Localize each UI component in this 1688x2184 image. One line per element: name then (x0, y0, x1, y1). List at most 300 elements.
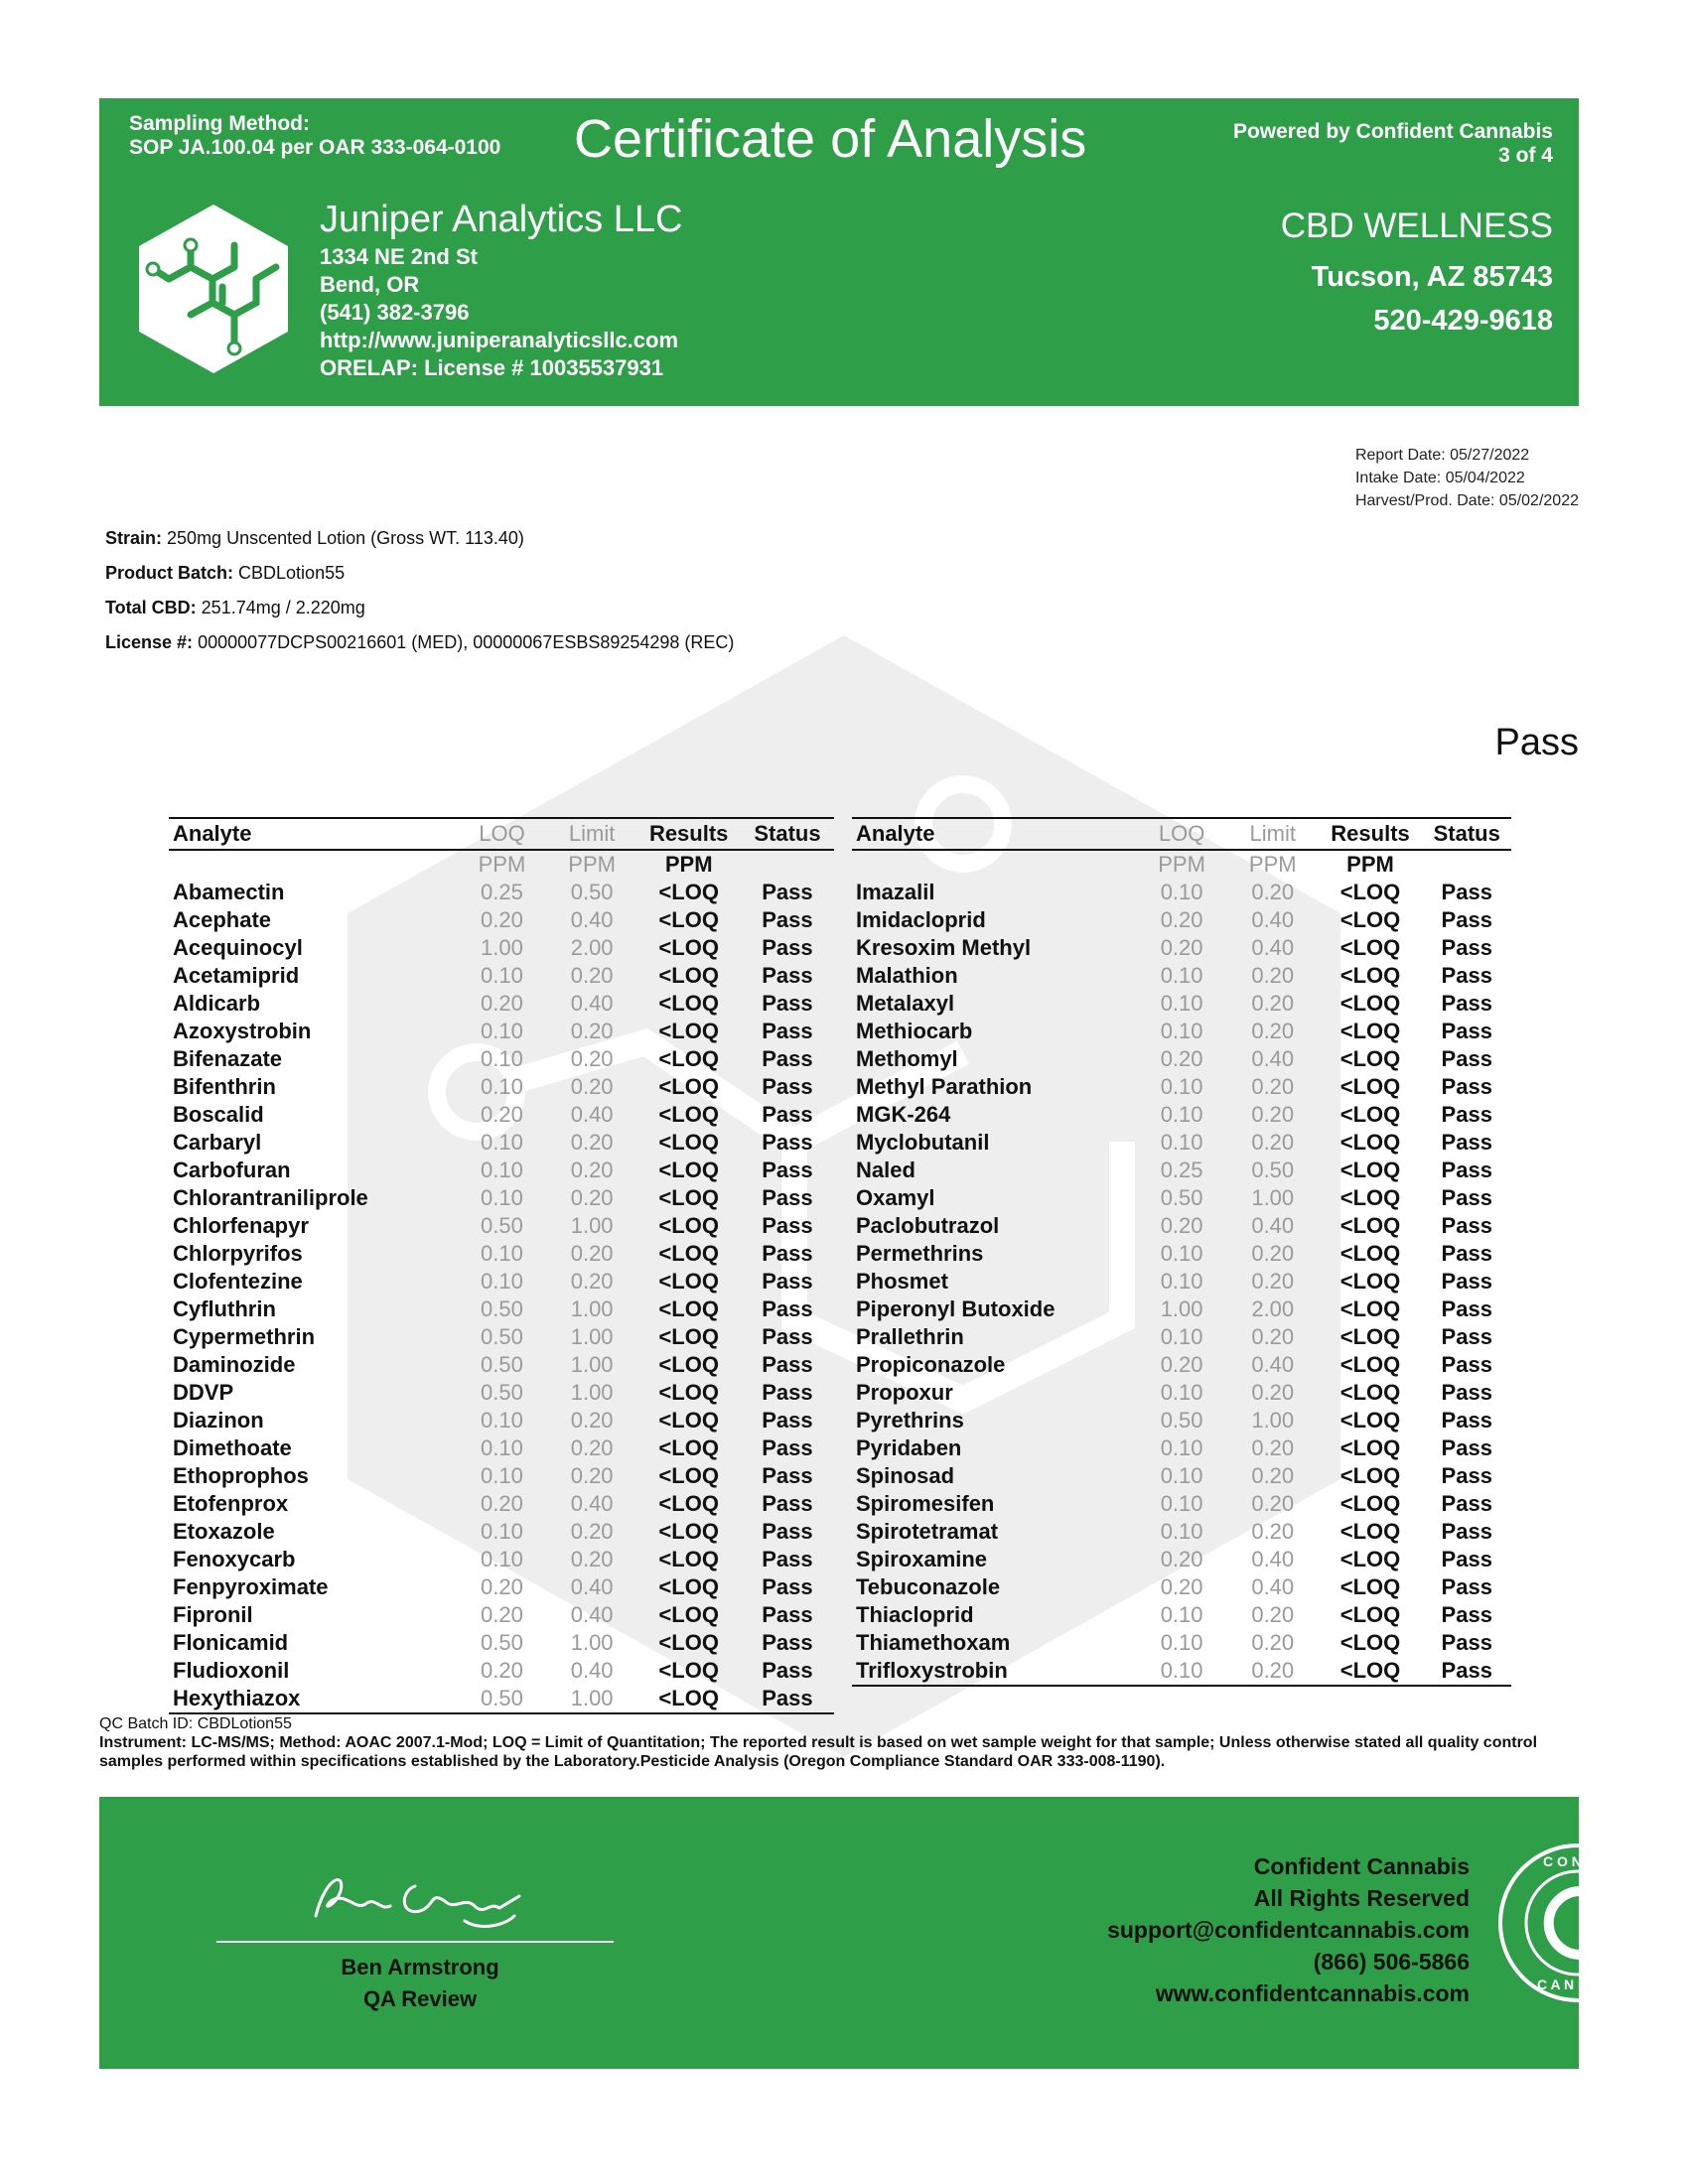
analyte-cell: DDVP (173, 1380, 234, 1405)
analyte-cell: Etoxazole (173, 1519, 275, 1544)
status-cell: Pass (1441, 1630, 1492, 1655)
col-loq: LOQ (1136, 818, 1227, 850)
loq-cell: 0.20 (481, 1602, 523, 1627)
loq-cell: 0.25 (481, 880, 523, 904)
status-cell: Pass (762, 1130, 813, 1155)
analyte-cell: Paclobutrazol (856, 1213, 1000, 1238)
status-cell: Pass (1441, 1130, 1492, 1155)
result-cell: <LOQ (658, 1602, 719, 1627)
loq-cell: 0.10 (481, 1408, 523, 1433)
limit-cell: 0.20 (1251, 1491, 1295, 1516)
results-body-right (852, 850, 1511, 1686)
loq-cell: 0.25 (1160, 1158, 1203, 1182)
result-cell: <LOQ (658, 1408, 719, 1433)
units-blank (741, 850, 834, 879)
loq-cell: 0.10 (1160, 1491, 1203, 1516)
analyte-cell: Piperonyl Butoxide (856, 1297, 1055, 1321)
loq-cell: 0.10 (481, 1046, 523, 1071)
limit-cell: 0.20 (570, 1435, 614, 1460)
status-cell: Pass (1441, 1602, 1492, 1627)
table-row (169, 1573, 834, 1601)
table-row (852, 1157, 1511, 1184)
table-row (852, 1018, 1511, 1045)
table-row (169, 962, 834, 990)
table-row (852, 1268, 1511, 1296)
result-cell: <LOQ (658, 963, 719, 988)
client-name: CBD WELLNESS (1280, 206, 1553, 245)
signature-image (306, 1866, 534, 1936)
analyte-cell: Daminozide (173, 1352, 296, 1377)
loq-cell: 0.50 (481, 1297, 523, 1321)
table-row (169, 990, 834, 1018)
limit-cell: 0.20 (1251, 1435, 1295, 1460)
signature-line (216, 1941, 614, 1943)
sampling-label: Sampling Method: (129, 112, 310, 135)
result-cell: <LOQ (658, 880, 719, 904)
status-cell: Pass (762, 1574, 813, 1599)
powered-by (1233, 120, 1553, 168)
loq-cell: 0.10 (1160, 1630, 1203, 1655)
status-cell: Pass (762, 1102, 813, 1127)
analyte-cell: MGK-264 (856, 1102, 951, 1127)
loq-cell: 0.20 (1160, 907, 1203, 932)
analyte-cell: Aldicarb (173, 991, 261, 1016)
limit-cell: 0.20 (1251, 1463, 1295, 1488)
result-cell: <LOQ (1339, 1519, 1401, 1544)
limit-cell: 1.00 (570, 1297, 614, 1321)
col-results: Results (1319, 818, 1423, 850)
status-cell: Pass (1441, 1269, 1492, 1294)
analyte-cell: Thiacloprid (856, 1602, 974, 1627)
table-row (852, 990, 1511, 1018)
result-cell: <LOQ (1339, 1130, 1401, 1155)
status-cell: Pass (1441, 963, 1492, 988)
analyte-cell: Fipronil (173, 1602, 253, 1627)
analyte-cell: Methomyl (856, 1046, 958, 1071)
table-row (169, 1657, 834, 1685)
table-row (169, 1240, 834, 1268)
table-row (852, 1490, 1511, 1518)
analyte-cell: Azoxystrobin (173, 1019, 312, 1043)
analyte-cell: Fludioxonil (173, 1658, 290, 1683)
status-cell: Pass (762, 1269, 813, 1294)
table-row (169, 934, 834, 962)
limit-cell: 0.20 (1227, 1657, 1319, 1686)
batch-value: CBDLotion55 (238, 563, 346, 583)
status-cell: Pass (762, 935, 813, 960)
limit-cell: 0.40 (1251, 907, 1295, 932)
status-cell: Pass (1441, 1408, 1492, 1433)
analyte-cell: Chlorantraniliprole (173, 1185, 368, 1210)
signer-role: QA Review (362, 1986, 478, 2011)
limit-cell: 0.20 (570, 1241, 614, 1266)
status-cell: Pass (762, 1046, 813, 1071)
analyte-cell: Fenpyroximate (173, 1574, 329, 1599)
loq-cell: 0.20 (481, 1102, 523, 1127)
table-row (169, 1212, 834, 1240)
limit-cell: 0.20 (570, 1269, 614, 1294)
units-results: PPM (1346, 852, 1394, 877)
license-value: 00000077DCPS00216601 (MED), 00000067ESBS89254298 (REC) (198, 632, 735, 652)
limit-cell: 0.20 (570, 1019, 614, 1043)
loq-cell: 0.50 (481, 1213, 523, 1238)
result-cell: <LOQ (658, 1046, 719, 1071)
status-cell: Pass (1441, 1158, 1492, 1182)
instrument-note: Instrument: LC-MS/MS; Method: AOAC 2007.1-Mod; LOQ = Limit of Quantitation; The reported result is based on wet sample weight for that sample; Unless otherwise stated all quality control samples performed within specifications established by the Laboratory.Pesticide Analysis (Oregon Compliance Standard OAR 333-008-1190). (99, 1734, 1538, 1770)
analyte-cell: Tebuconazole (856, 1574, 1001, 1599)
limit-cell: 0.40 (570, 1491, 614, 1516)
result-cell: <LOQ (1339, 1046, 1401, 1071)
table-row (852, 1573, 1511, 1601)
analyte-cell: Naled (856, 1158, 915, 1182)
result-cell: <LOQ (1339, 1185, 1401, 1210)
client-city: Tucson, AZ 85743 (1311, 261, 1553, 293)
analyte-cell: Acetamiprid (173, 963, 300, 988)
loq-cell: 0.10 (481, 1463, 523, 1488)
results-table-left (169, 817, 834, 1714)
limit-cell: 0.40 (570, 907, 614, 932)
analyte-cell: Acequinocyl (173, 935, 303, 960)
analyte-cell: Permethrins (856, 1241, 984, 1266)
analyte-cell: Etofenprox (173, 1491, 289, 1516)
limit-cell: 0.20 (1251, 1130, 1295, 1155)
analyte-cell: Chlorpyrifos (173, 1241, 303, 1266)
limit-cell: 2.00 (1251, 1297, 1295, 1321)
table-row (852, 906, 1511, 934)
result-cell: <LOQ (1339, 1602, 1401, 1627)
result-cell: <LOQ (1339, 1630, 1401, 1655)
method-notes (99, 1714, 1589, 1771)
limit-cell: 0.20 (570, 1158, 614, 1182)
analyte-cell: Thiamethoxam (856, 1630, 1011, 1655)
limit-cell: 0.40 (570, 1102, 614, 1127)
result-cell: <LOQ (658, 1269, 719, 1294)
result-cell: <LOQ (1339, 1352, 1401, 1377)
status-cell: Pass (1441, 1491, 1492, 1516)
signer-block (316, 1952, 524, 2015)
status-cell: Pass (1422, 1657, 1511, 1686)
result-cell: <LOQ (658, 1574, 719, 1599)
status-cell: Pass (762, 1241, 813, 1266)
strain-label: Strain: (105, 528, 163, 548)
loq-cell: 0.10 (1160, 991, 1203, 1016)
limit-cell: 1.00 (570, 1630, 614, 1655)
analyte-cell: Clofentezine (173, 1269, 303, 1294)
license-label: License #: (105, 632, 194, 652)
license-row (105, 625, 734, 660)
status-cell: Pass (1441, 1519, 1492, 1544)
limit-cell: 0.20 (1251, 1324, 1295, 1349)
loq-cell: 0.50 (1160, 1185, 1203, 1210)
powered-by-text: Powered by Confident Cannabis (1232, 120, 1553, 143)
loq-cell: 0.10 (1160, 1602, 1203, 1627)
sampling-method (129, 112, 500, 160)
qc-batch: QC Batch ID: CBDLotion55 (99, 1715, 292, 1732)
table-row (852, 1045, 1511, 1073)
status-cell: Pass (1441, 1213, 1492, 1238)
limit-cell: 1.00 (547, 1685, 637, 1713)
limit-cell: 0.20 (570, 1519, 614, 1544)
table-row (852, 1657, 1511, 1686)
analyte-cell: Methyl Parathion (856, 1074, 1033, 1099)
result-cell: <LOQ (658, 935, 719, 960)
limit-cell: 0.40 (570, 991, 614, 1016)
limit-cell: 0.20 (1251, 963, 1295, 988)
limit-cell: 0.20 (1251, 1380, 1295, 1405)
status-cell: Pass (762, 1602, 813, 1627)
table-row (852, 1434, 1511, 1462)
loq-cell: 0.10 (1160, 1130, 1203, 1155)
batch-row (105, 556, 734, 591)
cc-contact (1107, 1850, 1470, 2009)
table-row (852, 1323, 1511, 1351)
table-header-row (852, 818, 1511, 850)
analyte-cell: Spirotetramat (856, 1519, 999, 1544)
loq-cell: 1.00 (481, 935, 523, 960)
status-cell: Pass (762, 1463, 813, 1488)
result-cell: <LOQ (658, 907, 719, 932)
client-contact (1312, 255, 1553, 342)
status-cell: Pass (1441, 1380, 1492, 1405)
result-cell: <LOQ (658, 1213, 719, 1238)
analyte-cell: Bifenazate (173, 1046, 283, 1071)
status-cell: Pass (1441, 1435, 1492, 1460)
result-cell: <LOQ (658, 1658, 719, 1683)
result-cell: <LOQ (1339, 1074, 1401, 1099)
status-cell: Pass (1441, 1185, 1492, 1210)
loq-cell: 0.20 (1160, 1352, 1203, 1377)
analyte-cell: Spiroxamine (856, 1547, 988, 1571)
status-cell: Pass (1441, 1241, 1492, 1266)
result-cell: <LOQ (658, 1297, 719, 1321)
result-cell: <LOQ (636, 1685, 740, 1713)
result-cell: <LOQ (1319, 1657, 1423, 1686)
loq-cell: 0.10 (1160, 1269, 1203, 1294)
table-row (169, 1018, 834, 1045)
report-date: Report Date: 05/27/2022 (1354, 447, 1530, 464)
table-row (169, 1184, 834, 1212)
loq-cell: 0.10 (481, 1185, 523, 1210)
result-cell: <LOQ (1339, 963, 1401, 988)
status-cell: Pass (1441, 1463, 1492, 1488)
svg-text:C O N F I D E N T: C O N F I D E N T (1543, 1853, 1655, 1869)
status-cell: Pass (1441, 1352, 1492, 1377)
limit-cell: 1.00 (1251, 1185, 1295, 1210)
limit-cell: 0.20 (570, 1074, 614, 1099)
result-cell: <LOQ (1339, 1297, 1401, 1321)
result-cell: <LOQ (658, 1241, 719, 1266)
cc-email[interactable]: support@confidentcannabis.com (1107, 1917, 1470, 1943)
result-cell: <LOQ (1339, 1213, 1401, 1238)
table-row (852, 879, 1511, 906)
analyte-cell: Dimethoate (173, 1435, 292, 1460)
limit-cell: 0.20 (570, 963, 614, 988)
table-row (852, 1296, 1511, 1323)
analyte-cell: Imazalil (856, 880, 935, 904)
result-cell: <LOQ (1339, 907, 1401, 932)
limit-cell: 0.20 (1251, 991, 1295, 1016)
result-cell: <LOQ (658, 1547, 719, 1571)
table-row (169, 1268, 834, 1296)
strain-row (105, 521, 734, 556)
loq-cell: 0.10 (1160, 1519, 1203, 1544)
analyte-cell: Kresoxim Methyl (856, 935, 1032, 960)
sample-info (105, 521, 734, 660)
loq-cell: 0.10 (481, 1019, 523, 1043)
limit-cell: 0.40 (1251, 1547, 1295, 1571)
loq-cell: 0.10 (1160, 880, 1203, 904)
table-row (169, 1407, 834, 1434)
loq-cell: 0.10 (1160, 1074, 1203, 1099)
table-row (169, 1546, 834, 1573)
loq-cell: 0.20 (1160, 1574, 1203, 1599)
loq-cell: 0.50 (481, 1380, 523, 1405)
analyte-cell: Spiromesifen (856, 1491, 995, 1516)
result-cell: <LOQ (1339, 1241, 1401, 1266)
status-cell: Pass (762, 1352, 813, 1377)
analyte-cell: Cypermethrin (173, 1324, 316, 1349)
cc-phone: (866) 506-5866 (1313, 1949, 1470, 1975)
loq-cell: 0.50 (481, 1352, 523, 1377)
table-row (169, 1129, 834, 1157)
limit-cell: 0.40 (1251, 1213, 1295, 1238)
cc-rights: All Rights Reserved (1253, 1885, 1470, 1911)
loq-cell: 0.10 (481, 963, 523, 988)
analyte-cell: Oxamyl (856, 1185, 935, 1210)
analyte-cell: Propiconazole (856, 1352, 1006, 1377)
units-loq: PPM (1158, 852, 1205, 877)
overall-status: Pass (1494, 722, 1579, 763)
table-row (852, 1101, 1511, 1129)
table-row (852, 1518, 1511, 1546)
table-row (169, 1518, 834, 1546)
table-header-row (169, 818, 834, 850)
limit-cell: 0.20 (1251, 1241, 1295, 1266)
table-row (169, 1296, 834, 1323)
status-cell: Pass (1441, 880, 1492, 904)
strain-value: 250mg Unscented Lotion (Gross WT. 113.40) (167, 528, 524, 548)
limit-cell: 0.40 (1251, 935, 1295, 960)
table-row (169, 879, 834, 906)
result-cell: <LOQ (658, 1463, 719, 1488)
status-cell: Pass (762, 1630, 813, 1655)
status-cell: Pass (1441, 907, 1492, 932)
status-cell: Pass (1441, 1324, 1492, 1349)
status-cell: Pass (762, 1658, 813, 1683)
limit-cell: 1.00 (570, 1352, 614, 1377)
col-status: Status (741, 818, 834, 850)
harvest-date: Harvest/Prod. Date: 05/02/2022 (1354, 492, 1579, 509)
table-row (852, 1629, 1511, 1657)
col-loq: LOQ (457, 818, 547, 850)
status-cell: Pass (762, 1158, 813, 1182)
status-cell: Pass (762, 1185, 813, 1210)
result-cell: <LOQ (658, 1185, 719, 1210)
lab-website[interactable]: http://www.juniperanalyticsllc.com (320, 328, 679, 352)
page-title: Certificate of Analysis (574, 109, 1087, 169)
analyte-cell: Ethoprophos (173, 1463, 309, 1488)
status-cell: Pass (1441, 935, 1492, 960)
loq-cell: 0.50 (457, 1685, 547, 1713)
status-cell: Pass (1441, 1074, 1492, 1099)
limit-cell: 0.20 (1251, 880, 1295, 904)
status-cell: Pass (762, 1019, 813, 1043)
loq-cell: 0.10 (1160, 963, 1203, 988)
loq-cell: 0.10 (481, 1158, 523, 1182)
units-blank (169, 850, 457, 879)
loq-cell: 0.20 (481, 1491, 523, 1516)
table-row (169, 1073, 834, 1101)
status-cell: Pass (762, 880, 813, 904)
result-cell: <LOQ (658, 1102, 719, 1127)
status-cell: Pass (1441, 1297, 1492, 1321)
sampling-sop: SOP JA.100.04 per OAR 333-064-0100 (129, 136, 501, 159)
status-cell: Pass (1441, 991, 1492, 1016)
status-cell: Pass (762, 1297, 813, 1321)
result-cell: <LOQ (1339, 1435, 1401, 1460)
analyte-cell: Spinosad (856, 1463, 955, 1488)
limit-cell: 0.20 (570, 1463, 614, 1488)
status-cell: Pass (762, 1491, 813, 1516)
analyte-cell: Phosmet (856, 1269, 948, 1294)
loq-cell: 0.10 (1160, 1019, 1203, 1043)
result-cell: <LOQ (1339, 1547, 1401, 1571)
result-cell: <LOQ (658, 991, 719, 1016)
limit-cell: 0.40 (570, 1574, 614, 1599)
limit-cell: 0.20 (1251, 1074, 1295, 1099)
molecule-hexagon-icon (129, 200, 298, 378)
loq-cell: 0.10 (1160, 1241, 1203, 1266)
loq-cell: 0.10 (481, 1130, 523, 1155)
analyte-cell: Cyfluthrin (173, 1297, 276, 1321)
units-row (169, 850, 834, 879)
lab-contact (320, 243, 678, 382)
result-cell: <LOQ (658, 1352, 719, 1377)
col-analyte: Analyte (169, 818, 457, 850)
status-cell: Pass (741, 1685, 834, 1713)
result-cell: <LOQ (1339, 1158, 1401, 1182)
table-row (169, 906, 834, 934)
col-limit: Limit (547, 818, 637, 850)
analyte-cell: Propoxur (856, 1380, 953, 1405)
loq-cell: 0.20 (481, 1658, 523, 1683)
loq-cell: 0.20 (481, 991, 523, 1016)
status-cell: Pass (762, 963, 813, 988)
result-cell: <LOQ (1339, 991, 1401, 1016)
status-cell: Pass (1441, 1019, 1492, 1043)
analyte-cell: Diazinon (173, 1408, 264, 1433)
units-results: PPM (664, 852, 713, 877)
units-limit: PPM (1248, 852, 1297, 877)
result-cell: <LOQ (658, 1130, 719, 1155)
loq-cell: 0.10 (1160, 1380, 1203, 1405)
limit-cell: 0.40 (570, 1658, 614, 1683)
client-phone: 520-429-9618 (1373, 305, 1553, 337)
table-row (852, 1601, 1511, 1629)
result-cell: <LOQ (658, 1019, 719, 1043)
cc-web[interactable]: www.confidentcannabis.com (1155, 1980, 1470, 2006)
loq-cell: 0.50 (1160, 1408, 1203, 1433)
loq-cell: 0.50 (481, 1630, 523, 1655)
table-row (852, 1184, 1511, 1212)
status-cell: Pass (1441, 1547, 1492, 1571)
analyte-cell: Flonicamid (173, 1630, 289, 1655)
batch-label: Product Batch: (105, 563, 234, 583)
result-cell: <LOQ (1339, 1019, 1401, 1043)
cbd-value: 251.74mg / 2.220mg (201, 598, 365, 617)
lab-address: 1334 NE 2nd St (320, 244, 478, 269)
loq-cell: 0.20 (1160, 1213, 1203, 1238)
